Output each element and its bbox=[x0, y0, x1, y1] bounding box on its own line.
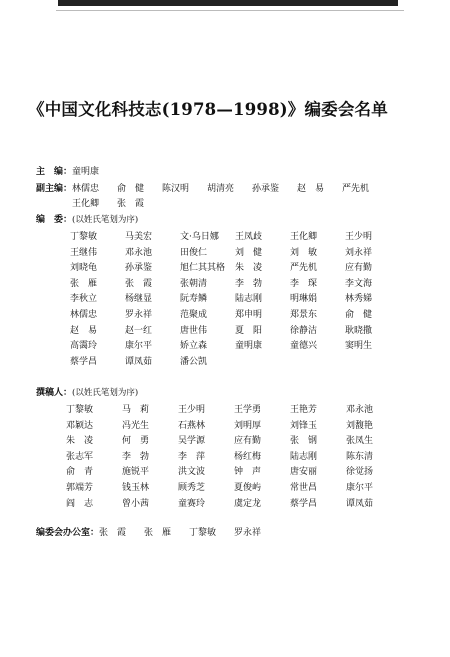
writer-name: 刘馥艳 bbox=[346, 420, 374, 431]
editorial-board-member: 娇立森 bbox=[180, 341, 208, 352]
writer-name: 应有勤 bbox=[234, 436, 262, 447]
editorial-board-member: 李 琛 bbox=[290, 278, 318, 289]
writer-name: 曾小茜 bbox=[122, 498, 150, 509]
editorial-board-member: 郑景东 bbox=[290, 309, 318, 320]
writer-name: 吴学源 bbox=[178, 436, 206, 447]
writer-name: 夏俊屿 bbox=[234, 482, 262, 493]
writer-name: 张志军 bbox=[66, 451, 94, 462]
editorial-board-member: 俞 健 bbox=[345, 309, 373, 320]
editorial-board-member: 明琳娟 bbox=[290, 294, 318, 305]
writer-name: 冯光生 bbox=[122, 420, 150, 431]
editorial-board-member: 王化卿 bbox=[290, 232, 318, 242]
writer-name: 朱 凌 bbox=[66, 436, 94, 447]
writer-name: 刘明厚 bbox=[234, 420, 262, 431]
writer-name: 张凤生 bbox=[346, 436, 374, 447]
editorial-board-member: 林秀娣 bbox=[345, 294, 373, 305]
writers-names bbox=[66, 404, 402, 511]
editorial-board-member: 赵一红 bbox=[125, 325, 153, 336]
editorial-board-names bbox=[70, 231, 400, 369]
editorial-board-member: 严先机 bbox=[290, 263, 318, 274]
chief-editor-name: 童明康 bbox=[72, 167, 100, 177]
writer-name: 陆志刚 bbox=[290, 451, 318, 462]
editorial-board-member: 耿晓撒 bbox=[345, 325, 373, 336]
editorial-board-member: 张朝清 bbox=[180, 278, 208, 289]
editorial-board-member: 刘晓龟 bbox=[70, 263, 98, 274]
deputy-editors-line-1: 林儒忠 俞 健 陈汉明 胡清亮 孙承鉴 赵 易 严先机 bbox=[72, 184, 370, 194]
editorial-board-member: 李秋立 bbox=[70, 294, 98, 305]
editorial-board-member: 蔡学昌 bbox=[70, 356, 98, 367]
writer-name: 阎 志 bbox=[66, 498, 94, 509]
editorial-board-member: 谭凤茹 bbox=[125, 356, 153, 367]
editorial-board-member: 林儒忠 bbox=[70, 309, 98, 320]
writer-name: 王艳芳 bbox=[290, 405, 318, 415]
editorial-board-member: 唐世伟 bbox=[180, 325, 208, 336]
editorial-board-member: 王少明 bbox=[345, 232, 373, 242]
writer-name: 钱玉林 bbox=[122, 482, 150, 493]
editorial-board-member: 田俊仁 bbox=[180, 247, 208, 258]
writers-order-note: (以姓氏笔划为序) bbox=[72, 388, 139, 398]
editorial-board-member: 王凤歧 bbox=[235, 232, 263, 242]
writer-name: 马 莉 bbox=[122, 405, 150, 415]
editorial-board-member: 康尔平 bbox=[125, 341, 153, 352]
scan-top-edge bbox=[58, 0, 398, 6]
editorial-board-member: 刘 健 bbox=[235, 247, 263, 258]
writer-name: 顾秀芝 bbox=[178, 482, 206, 493]
editorial-board-member: 旭仁其其格 bbox=[180, 263, 226, 274]
writer-name: 石燕林 bbox=[178, 420, 206, 431]
editorial-board-member: 郑申明 bbox=[235, 309, 263, 320]
editorial-board-member: 刘 敏 bbox=[290, 247, 318, 258]
editorial-board-member: 丁黎敏 bbox=[70, 232, 98, 242]
editorial-board-member: 阮寿鳞 bbox=[180, 294, 208, 305]
deputy-editors-line-2: 王化卿 张 霞 bbox=[72, 199, 145, 209]
writer-name: 王学勇 bbox=[234, 405, 262, 415]
deputy-editors-row-2 bbox=[72, 198, 450, 211]
writer-name: 陈东清 bbox=[346, 451, 374, 462]
writer-name: 虞定龙 bbox=[234, 498, 262, 509]
editorial-board-member: 陆志刚 bbox=[235, 294, 263, 305]
editorial-board-member: 张 霞 bbox=[125, 278, 153, 289]
writer-name: 唐安丽 bbox=[290, 467, 318, 478]
writer-name: 何 勇 bbox=[122, 436, 150, 447]
editorial-board-member: 李 勃 bbox=[235, 278, 263, 289]
writer-name: 王少明 bbox=[178, 405, 206, 415]
writer-name: 丁黎敏 bbox=[66, 405, 94, 415]
editorial-board-member: 文·乌日娜 bbox=[180, 232, 219, 242]
writer-name: 杨红梅 bbox=[234, 451, 262, 462]
writer-name: 钟 声 bbox=[234, 467, 262, 478]
writer-name: 谭凤茹 bbox=[346, 498, 374, 509]
editorial-board-member: 马美宏 bbox=[125, 232, 153, 242]
editorial-board-member: 赵 易 bbox=[70, 325, 98, 336]
page-title: 《中国文化科技志(1978—1998)》编委会名单 bbox=[28, 100, 388, 119]
writer-name: 常世昌 bbox=[290, 482, 318, 493]
editorial-board-order-note: (以姓氏笔划为序) bbox=[72, 215, 139, 225]
editorial-board-member: 孙承鉴 bbox=[125, 263, 153, 274]
writer-name: 洪文波 bbox=[178, 467, 206, 478]
editorial-board-member: 王继伟 bbox=[70, 247, 98, 258]
writer-name: 李 勃 bbox=[122, 451, 150, 462]
writers-label: 撰稿人： bbox=[36, 388, 73, 398]
writer-name: 刘锋玉 bbox=[290, 420, 318, 431]
office-members: 张 霞 张 雁 丁黎敏 罗永祥 bbox=[99, 528, 262, 538]
editorial-board-member: 徐静洁 bbox=[290, 325, 318, 336]
editorial-board-member: 邓永池 bbox=[125, 247, 153, 258]
office-row bbox=[36, 527, 436, 540]
editorial-board-member: 杨继显 bbox=[125, 294, 153, 305]
chief-editor-row bbox=[36, 166, 436, 179]
editorial-board-member: 童明康 bbox=[235, 341, 263, 352]
deputy-editors-label: 副主编： bbox=[36, 184, 73, 194]
editorial-board-member: 童德兴 bbox=[290, 341, 318, 352]
writer-name: 李 萍 bbox=[178, 451, 206, 462]
writer-name: 俞 青 bbox=[66, 467, 94, 478]
editorial-board-member: 高霭玲 bbox=[70, 341, 98, 352]
writer-name: 康尔平 bbox=[346, 482, 374, 493]
editorial-board-member: 潘公凯 bbox=[180, 356, 208, 367]
scan-line bbox=[56, 10, 404, 11]
writer-name: 蔡学昌 bbox=[290, 498, 318, 509]
office-label: 编委会办公室： bbox=[36, 528, 100, 538]
writer-name: 徐觉扬 bbox=[346, 467, 374, 478]
editorial-board-member: 李文海 bbox=[345, 278, 373, 289]
editorial-board-heading bbox=[36, 214, 436, 227]
editorial-board-member: 罗永祥 bbox=[125, 309, 153, 320]
writer-name: 邓颖达 bbox=[66, 420, 94, 431]
writer-name: 童赛玲 bbox=[178, 498, 206, 509]
editorial-board-member: 窦明生 bbox=[345, 341, 373, 352]
chief-editor-label: 主 编： bbox=[36, 167, 73, 177]
editorial-board-member: 应有勤 bbox=[345, 263, 373, 274]
editorial-board-member: 范聚成 bbox=[180, 309, 208, 320]
editorial-board-member: 张 雁 bbox=[70, 278, 98, 289]
writer-name: 邓永池 bbox=[346, 405, 374, 415]
deputy-editors-row bbox=[36, 183, 436, 196]
editorial-board-member: 刘永祥 bbox=[345, 247, 373, 258]
writer-name: 郭端芳 bbox=[66, 482, 94, 493]
editorial-board-label: 编 委： bbox=[36, 215, 73, 225]
editorial-board-member: 夏 阳 bbox=[235, 325, 263, 336]
writer-name: 施锐平 bbox=[122, 467, 150, 478]
writer-name: 张 钢 bbox=[290, 436, 318, 447]
writers-heading bbox=[36, 387, 436, 400]
editorial-board-member: 朱 凌 bbox=[235, 263, 263, 274]
